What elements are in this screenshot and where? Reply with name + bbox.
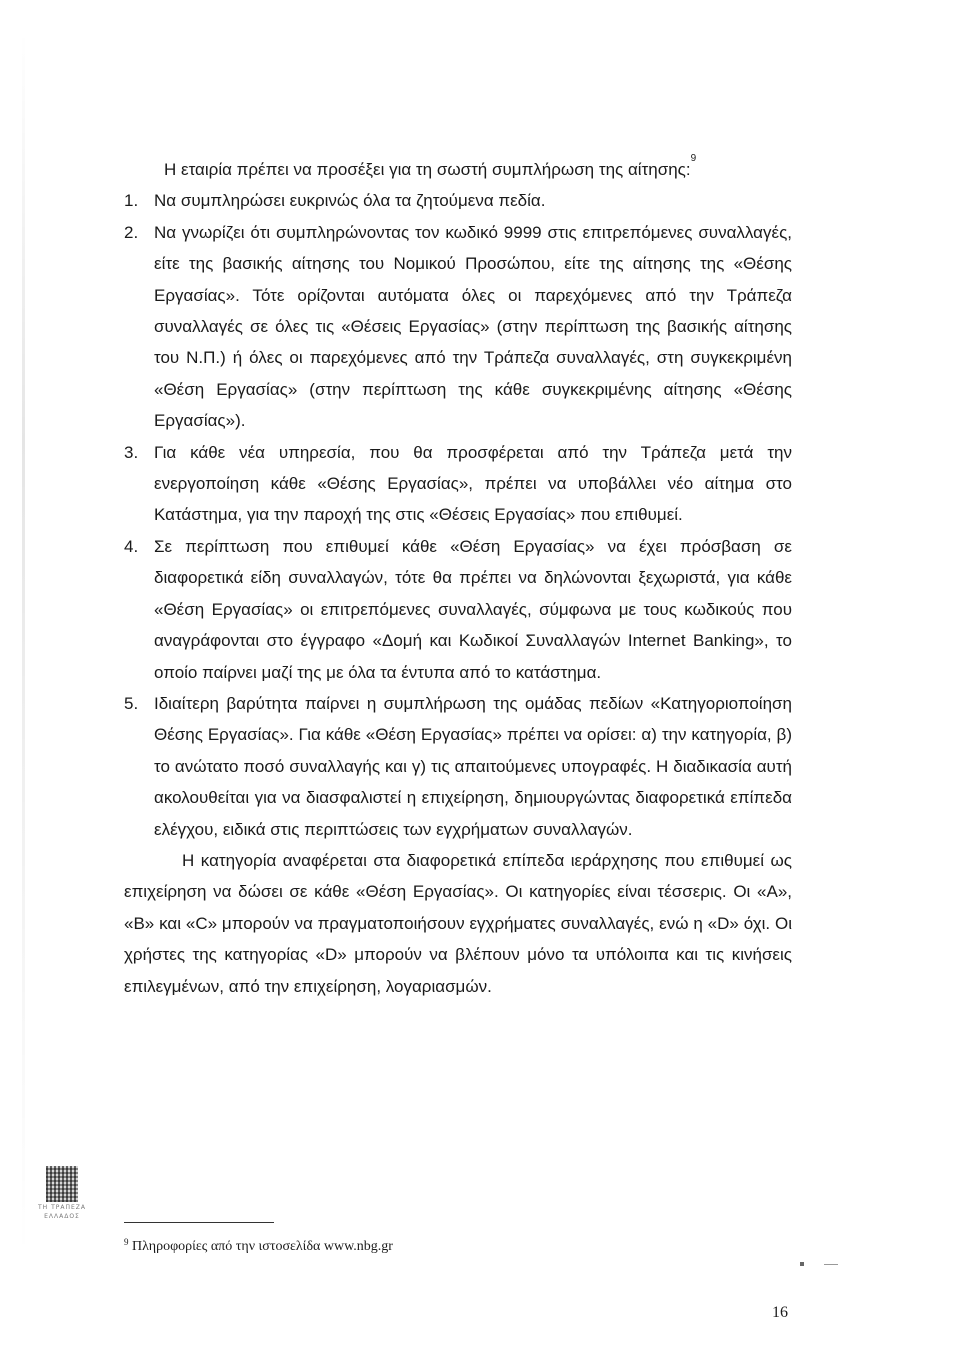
list-item-number: 2.	[124, 222, 139, 242]
list-item	[124, 217, 792, 437]
library-stamp	[32, 1166, 92, 1220]
footnote-reference: 9	[690, 153, 697, 164]
scan-speck	[824, 1264, 838, 1265]
list-item	[124, 531, 792, 688]
library-stamp-icon	[46, 1166, 78, 1202]
list-item-text: Να γνωρίζει ότι συμπληρώνοντας τον κωδικό 9999 στις επιτρεπόμενες συναλλαγές, είτε της βασικής αίτησης του Νομικού Προσώπου, είτε της αίτησης της «Θέσης Εργασίας». Τότε ορίζονται αυτόματα όλες οι παρεχόμενες από την Τράπεζα συναλλαγές σε όλες τις «Θέσεις Εργασίας» (στην περίπτωση της βασικής αίτησης του Ν.Π.) ή όλες οι παρεχόμενες από την Τράπεζα συναλλαγές, στη συγκεκριμένη «Θέση Εργασίας» (στην περίπτωση της κάθε συγκεκριμένης αίτησης «Θέσης Εργασίας»).	[154, 222, 792, 431]
list-item-number: 4.	[124, 536, 139, 556]
intro-sentence	[124, 154, 792, 185]
list-item-number: 3.	[124, 442, 139, 462]
list-item-text: Σε περίπτωση που επιθυμεί κάθε «Θέση Εργασίας» να έχει πρόσβαση σε διαφορετικά είδη συναλλαγών, τότε θα πρέπει να δηλώνονται ξεχωριστά, για κάθε «Θέση Εργασίας» οι επιτρεπόμενες συναλλαγές, σύμφωνα με τους κωδικούς που αναγράφονται στο έγγραφο «Δομή και Κωδικοί Συναλλαγών Internet Banking», το οποίο παίρνει μαζί της με όλα τα έντυπα από το κατάστημα.	[154, 536, 792, 682]
page-number: 16	[772, 1304, 788, 1321]
list-item	[124, 688, 792, 845]
stamp-line-2: ΕΛΛΑΔΟΣ	[44, 1213, 80, 1220]
list-item-text: Ιδιαίτερη βαρύτητα παίρνει η συμπλήρωση της ομάδας πεδίων «Κατηγοριοποίηση Θέσης Εργασίας». Για κάθε «Θέση Εργασίας» πρέπει να ορίσει: α) την κατηγορία, β) το ανώτατο ποσό συναλλαγής και γ) τις απαιτούμενες υπογραφές. Η διαδικασία αυτή ακολουθείται για να διασφαλιστεί η επιχείρηση, δημιουργώντας διαφορετικά επίπεδα ελέγχου, ειδικά στις περιπτώσεις των εγχρήματων συναλλαγών.	[154, 693, 792, 839]
requirements-list	[124, 185, 792, 845]
scan-speck	[800, 1262, 804, 1266]
list-item-number: 5.	[124, 693, 139, 713]
stamp-line-1: ΤΗ ΤΡΑΠΕΖΑ	[38, 1204, 86, 1211]
category-paragraph: Η κατηγορία αναφέρεται στα διαφορετικά επίπεδα ιεράρχησης που επιθυμεί ως επιχείρηση να δώσει σε κάθε «Θέση Εργασίας». Οι κατηγορίες είναι τέσσερις. Οι «Α», «Β» και «C» μπορούν να πραγματοποιήσουν εγχρήματες συναλλαγές, ενώ η «D» όχι. Οι χρήστες της κατηγορίας «D» μπορούν να βλέπουν μόνο τα υπόλοιπα και τις κινήσεις επιλεγμένων, από την επιχείρηση, λογαριασμών.	[124, 850, 792, 996]
document-body	[124, 154, 792, 1002]
list-item-text: Για κάθε νέα υπηρεσία, που θα προσφέρεται από την Τράπεζα μετά την ενεργοποίηση κάθε «Θέσης Εργασίας», πρέπει να υποβάλλει νέο αίτημα στο Κατάστημα, για την παροχή της στις «Θέσεις Εργασίας» που επιθυμεί.	[154, 442, 792, 525]
footnote-divider	[124, 1222, 274, 1223]
list-item-number: 1.	[124, 191, 139, 211]
list-item	[124, 437, 792, 531]
footnote-number: 9	[124, 1237, 129, 1247]
footnote-text: Πληροφορίες από την ιστοσελίδα www.nbg.gr	[132, 1239, 393, 1254]
intro-text: Η εταιρία πρέπει να προσέξει για τη σωστή συμπλήρωση της αίτησης:	[164, 160, 691, 179]
list-item-text: Να συμπληρώσει ευκρινώς όλα τα ζητούμενα πεδία.	[154, 191, 546, 211]
scan-shadow	[22, 30, 25, 1260]
list-item	[124, 185, 792, 216]
footnote	[124, 1238, 393, 1256]
